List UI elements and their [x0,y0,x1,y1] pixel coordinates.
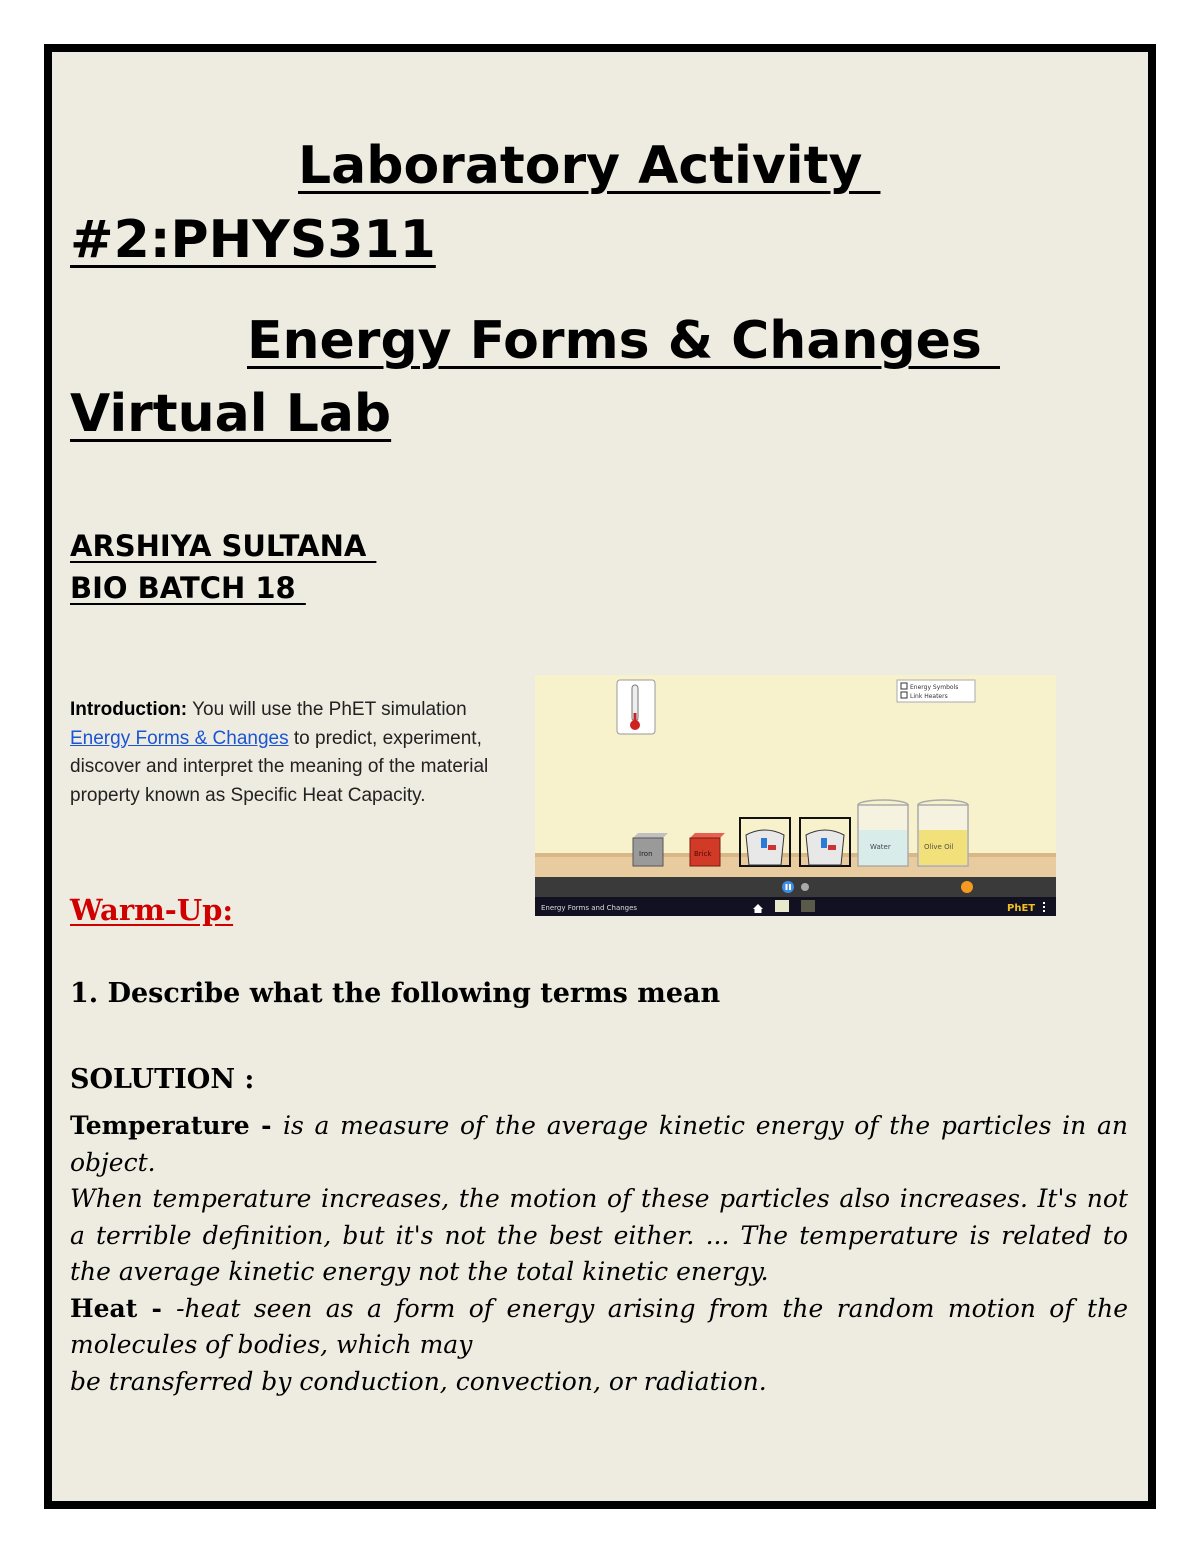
sim-footer-title: Energy Forms and Changes [541,904,638,912]
brick-block-label: Brick [694,850,712,858]
definitions-block [70,1108,1128,1400]
link-heaters-label: Link Heaters [910,693,948,700]
heat-definition: Heat - -heat seen as a form of energy arising from the random motion of the molecules of bodies, which may [70,1293,1128,1359]
water-beaker[interactable] [858,800,908,866]
student-name: ARSHIYA SULTANA [70,529,377,563]
iron-block[interactable] [633,833,668,866]
thermometer-icon[interactable] [617,680,655,734]
energy-symbols-label: Energy Symbols [910,684,959,691]
solution-label: SOLUTION : [70,1064,255,1095]
iron-block-label: Iron [639,850,653,858]
heat-definition-text: -heat seen as a form of energy arising from the random motion of the molecules of bodies, which may [70,1293,1128,1359]
temperature-explanation: When temperature increases, the motion of these particles also increases. It's not a terrible definition, but it's not the best either. ... The temperature is related to the average kinetic energy not the total kinetic energy. [70,1184,1128,1286]
student-batch: BIO BATCH 18 [70,571,306,605]
sim-control-bar [535,877,1056,897]
olive-oil-beaker-label: Olive Oil [924,843,954,851]
temperature-definition-text: is a measure of the average kinetic energy of the particles in an object. [70,1111,1128,1177]
sim-options-panel [897,680,975,702]
title-line-3: Energy Forms & Changes [247,311,1000,371]
question-1: 1. Describe what the following terms mean [70,978,721,1009]
reset-button[interactable] [961,881,973,893]
heat-explanation: be transferred by conduction, convection, or radiation. [70,1366,767,1396]
title-line-2: #2:PHYS311 [70,210,436,270]
systems-screen-thumbnail[interactable] [801,900,815,912]
phet-logo: PhET [1007,903,1036,914]
introduction-text-2: to predict, experiment, discover and interpret the meaning of the material property known as Specific Heat Capacity. [70,727,489,806]
warmup-heading: Warm-Up: [70,893,234,927]
introduction-text-1: You will use the PhET simulation [187,699,467,720]
step-button[interactable] [801,883,809,891]
title-line-1: Laboratory Activity [298,136,881,196]
title-line-4: Virtual Lab [70,384,392,444]
intro-screen-thumbnail[interactable] [775,900,789,912]
heat-term: Heat [70,1293,138,1323]
temperature-term: Temperature [70,1111,250,1140]
pause-button[interactable] [782,881,794,893]
menu-icon[interactable] [1043,902,1045,904]
introduction-label: Introduction: [70,699,188,720]
temperature-definition: Temperature - is a measure of the average kinetic energy of the particles in an object. [70,1111,1128,1177]
water-beaker-label: Water [870,843,891,851]
energy-symbols-checkbox[interactable] [901,683,907,689]
simulation-screenshot [535,675,1056,916]
link-heaters-checkbox[interactable] [901,692,907,698]
introduction-paragraph [70,696,525,810]
brick-block[interactable] [690,833,725,866]
simulation-link[interactable]: Energy Forms & Changes [70,727,289,749]
olive-oil-beaker[interactable] [918,800,968,866]
